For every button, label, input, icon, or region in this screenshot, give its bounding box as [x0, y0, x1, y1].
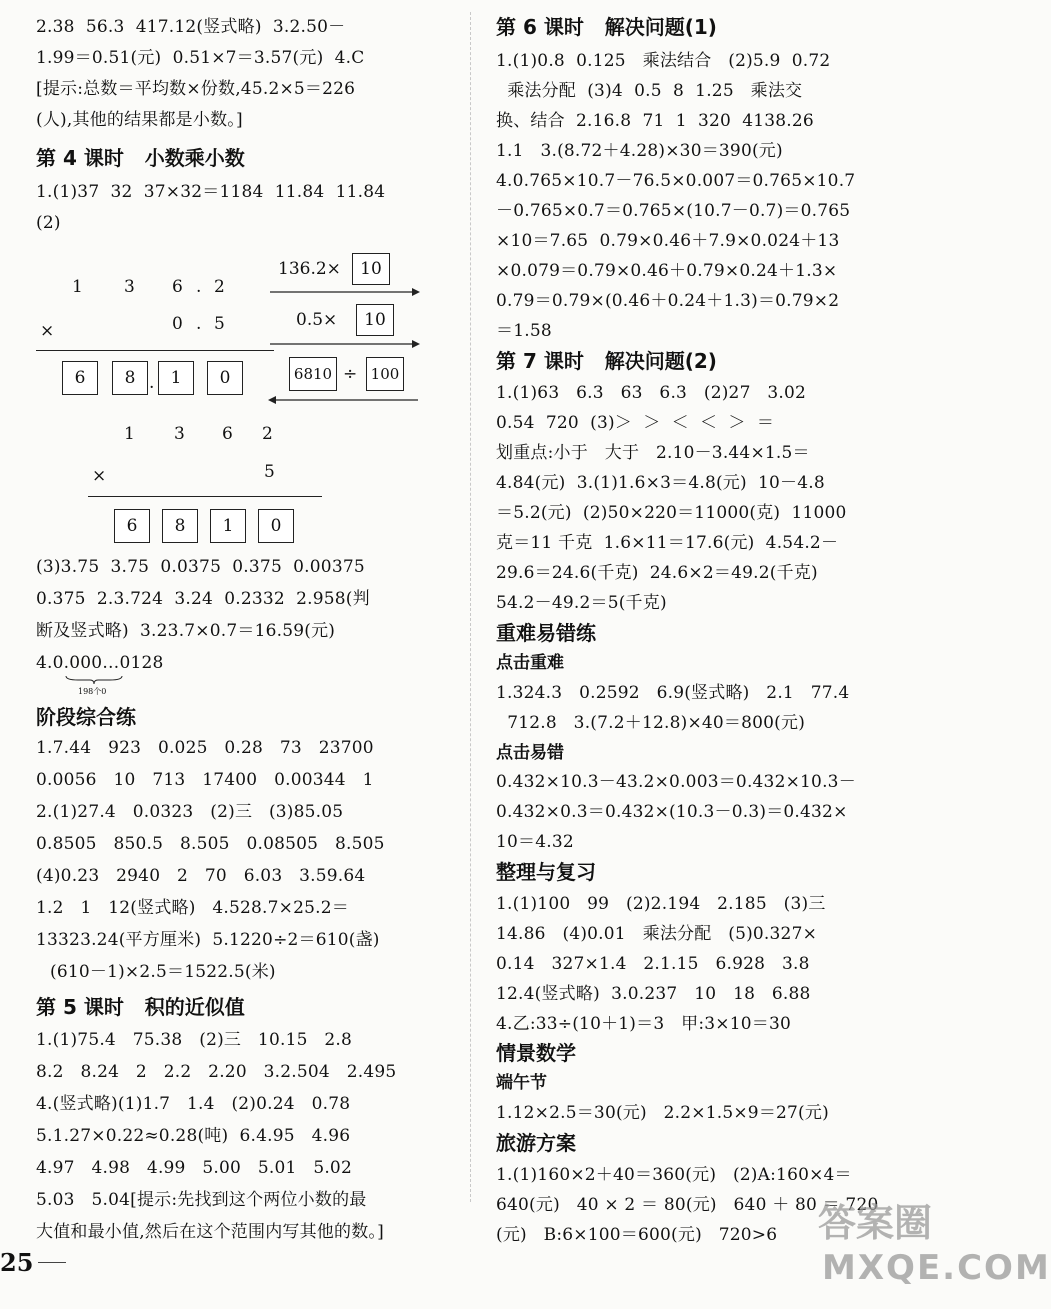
decimal-point: . [149, 373, 155, 393]
factor-box: 10 [356, 304, 394, 336]
digit: 3 [124, 277, 135, 297]
product-box: 6810 [289, 357, 337, 391]
lesson-7-title: 第 7 课时 解决问题(2) [496, 349, 717, 373]
result-box: 6 [62, 361, 98, 395]
digit: 2 [214, 277, 225, 297]
answer-line: (人),其他的结果都是小数。] [36, 110, 243, 130]
brace-note: 198个0 [78, 687, 107, 696]
stage-practice-title: 阶段综合练 [36, 705, 136, 729]
answer-line: 8.2 8.24 2 2.2 2.20 3.2.504 2.495 [36, 1062, 397, 1082]
answer-line: 5.03 5.04[提示:先找到这个两位小数的最 [36, 1190, 367, 1210]
answer-line: 1.(1)63 6.3 63 6.3 (2)27 3.02 [496, 383, 807, 403]
result-box: 0 [258, 509, 294, 543]
column-divider [470, 12, 471, 1202]
answer-line: 1.(1)100 99 (2)2.194 2.185 (3)三 [496, 894, 826, 914]
travel-plan-title: 旅游方案 [496, 1131, 576, 1155]
digit: 1 [72, 277, 83, 297]
product-line [36, 350, 274, 351]
answer-line: 0.79＝0.79×(0.46＋0.24＋1.3)＝0.79×2 [496, 291, 840, 311]
right-arrow-icon [270, 338, 420, 350]
times-sign: × [92, 466, 107, 486]
result-box: 1 [210, 509, 246, 543]
answer-line: ×0.079＝0.79×0.46＋0.79×0.24＋1.3× [496, 261, 838, 281]
arrow-label: 136.2× [278, 259, 341, 279]
page-number: 25 [0, 1248, 34, 1277]
answer-line: 1.1 3.(8.72＋4.28)×30＝390(元) [496, 141, 783, 161]
answer-line: 断及竖式略) 3.23.7×0.7＝16.59(元) [36, 621, 336, 641]
answer-line: 4.乙:33÷(10＋1)＝3 甲:3×10＝30 [496, 1014, 792, 1034]
factor-box: 10 [352, 253, 390, 285]
digit: . [196, 277, 202, 297]
page-number-rule [38, 1262, 66, 1263]
answer-line: 4.84(元) 3.(1)1.6×3＝4.8(元) 10－4.8 [496, 473, 825, 493]
answer-line: 换、结合 2.16.8 71 1 320 4138.26 [496, 111, 814, 131]
answer-line: 乘法分配 (3)4 0.5 8 1.25 乘法交 [496, 81, 803, 101]
answer-line: －0.765×0.7＝0.765×(10.7－0.7)＝0.765 [496, 201, 851, 221]
answer-line: 4.0.765×10.7－76.5×0.007＝0.765×10.7 [496, 171, 856, 191]
answer-line: 划重点:小于 大于 2.10－3.44×1.5＝ [496, 443, 810, 463]
watermark-logo: 答案圈 [818, 1201, 933, 1245]
watermark-site: MXQE.COM [822, 1248, 1051, 1288]
answer-line: (2) [36, 213, 61, 233]
digit: 5 [264, 462, 275, 482]
arrow-label: 0.5× [296, 310, 338, 330]
answer-line: 0.14 327×1.4 2.1.15 6.928 3.8 [496, 954, 810, 974]
lesson-6-title: 第 6 课时 解决问题(1) [496, 15, 717, 39]
answer-line: 1.99＝0.51(元) 0.51×7＝3.57(元) 4.C [36, 48, 365, 68]
digit: 0 [172, 314, 183, 334]
digit: 1 [124, 424, 135, 444]
answer-line: 4.(竖式略)(1)1.7 1.4 (2)0.24 0.78 [36, 1094, 351, 1114]
result-box: 0 [207, 361, 243, 395]
answer-line: 1.(1)0.8 0.125 乘法结合 (2)5.9 0.72 [496, 51, 831, 71]
digit: 3 [174, 424, 185, 444]
review-title: 整理与复习 [496, 860, 596, 884]
result-box: 6 [114, 509, 150, 543]
answer-line: 0.432×0.3＝0.432×(10.3－0.3)＝0.432× [496, 802, 848, 822]
answer-line: 2.(1)27.4 0.0323 (2)三 (3)85.05 [36, 802, 344, 822]
answer-line: 1.2 1 12(竖式略) 4.528.7×25.2＝ [36, 898, 349, 918]
difficult-practice-title: 重难易错练 [496, 621, 596, 645]
answer-line: 4.97 4.98 4.99 5.00 5.01 5.02 [36, 1158, 352, 1178]
answer-line: 4.0.000…0128 [36, 653, 164, 673]
left-arrow-icon [268, 394, 418, 406]
answer-line: 12.4(竖式略) 3.0.237 10 18 6.88 [496, 984, 811, 1004]
answer-line: 0.375 2.3.724 3.24 0.2332 2.958(判 [36, 589, 370, 609]
divide-sign: ÷ [343, 364, 358, 384]
digit: 2 [262, 424, 273, 444]
result-box: 1 [158, 361, 194, 395]
answer-line: 10＝4.32 [496, 832, 574, 852]
answer-line: 0.54 720 (3)＞ ＞ ＜ ＜ ＞ ＝ [496, 413, 775, 433]
answer-line: 大值和最小值,然后在这个范围内写其他的数。] [36, 1222, 384, 1242]
answer-line: (610－1)×2.5＝1522.5(米) [50, 962, 276, 982]
answer-line: ＝1.58 [496, 321, 552, 341]
lesson-5-title: 第 5 课时 积的近似值 [36, 995, 245, 1019]
answer-line: 640(元) 40 × 2 ＝ 80(元) 640 ＋ 80 ＝ 720 [496, 1195, 879, 1215]
answer-line: 13323.24(平方厘米) 5.1220÷2＝610(盏) [36, 930, 380, 950]
dragon-boat-subtitle: 端午节 [496, 1073, 547, 1093]
times-sign: × [40, 321, 55, 341]
focus-difficult-subtitle: 点击重难 [496, 653, 564, 673]
result-box: 8 [162, 509, 198, 543]
answer-line: (3)3.75 3.75 0.0375 0.375 0.00375 [36, 557, 365, 577]
product-line [88, 496, 322, 497]
brace-icon [64, 675, 124, 685]
answer-line: 1.(1)37 32 37×32＝1184 11.84 11.84 [36, 182, 386, 202]
answer-line: 1.324.3 0.2592 6.9(竖式略) 2.1 77.4 [496, 683, 850, 703]
answer-line: (4)0.23 2940 2 70 6.03 3.59.64 [36, 866, 366, 886]
focus-error-subtitle: 点击易错 [496, 743, 564, 763]
answer-line: 0.432×10.3－43.2×0.003＝0.432×10.3－ [496, 772, 856, 792]
answer-line: 2.38 56.3 417.12(竖式略) 3.2.50－ [36, 17, 346, 37]
answer-line: [提示:总数＝平均数×份数,45.2×5＝226 [36, 79, 356, 99]
digit: 6 [172, 277, 183, 297]
result-box: 8 [112, 361, 148, 395]
answer-line: 0.0056 10 713 17400 0.00344 1 [36, 770, 374, 790]
digit: 5 [214, 314, 225, 334]
right-arrow-icon [270, 286, 420, 298]
answer-line: ＝5.2(元) (2)50×220＝11000(克) 11000 [496, 503, 847, 523]
answer-line: 1.(1)75.4 75.38 (2)三 10.15 2.8 [36, 1030, 353, 1050]
answer-line: 29.6＝24.6(千克) 24.6×2＝49.2(千克) [496, 563, 818, 583]
answer-line: 54.2－49.2＝5(千克) [496, 593, 667, 613]
answer-line: 5.1.27×0.22≈0.28(吨) 6.4.95 4.96 [36, 1126, 351, 1146]
answer-line: 1.12×2.5＝30(元) 2.2×1.5×9＝27(元) [496, 1103, 829, 1123]
digit: . [196, 314, 202, 334]
answer-line: 克＝11 千克 1.6×11＝17.6(元) 4.54.2－ [496, 533, 839, 553]
answer-line: ×10＝7.65 0.79×0.46＋7.9×0.024＋13 [496, 231, 840, 251]
answer-line: 1.7.44 923 0.025 0.28 73 23700 [36, 738, 374, 758]
answer-line: 14.86 (4)0.01 乘法分配 (5)0.327× [496, 924, 818, 944]
answer-line: 1.(1)160×2＋40＝360(元) (2)A:160×4＝ [496, 1165, 852, 1185]
answer-line: 0.8505 850.5 8.505 0.08505 8.505 [36, 834, 385, 854]
digit: 6 [222, 424, 233, 444]
lesson-4-title: 第 4 课时 小数乘小数 [36, 146, 245, 170]
answer-line: (元) B:6×100＝600(元) 720>6 [496, 1225, 778, 1245]
answer-line: 712.8 3.(7.2＋12.8)×40＝800(元) [496, 713, 806, 733]
divisor-box: 100 [366, 357, 404, 391]
scenario-math-title: 情景数学 [496, 1041, 576, 1065]
